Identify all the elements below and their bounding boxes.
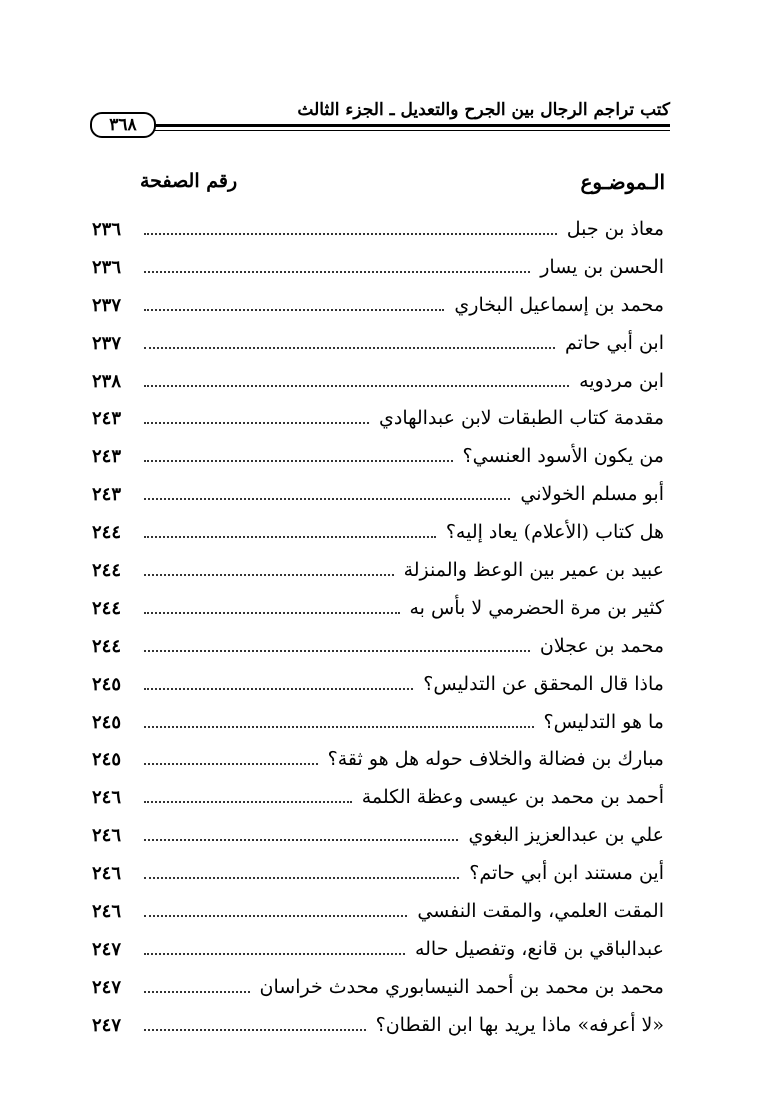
toc-entry — [92, 597, 664, 635]
dot-leader — [144, 687, 413, 690]
toc-entry — [92, 976, 664, 1014]
dot-leader — [144, 762, 318, 765]
toc-entry-title: كثير بن مرة الحضرمي لا بأس به — [409, 596, 664, 619]
dot-leader — [144, 384, 569, 387]
dot-leader — [144, 270, 530, 273]
toc-entry-page: ٢٣٧ — [92, 294, 122, 316]
header-rule-thick — [154, 124, 670, 127]
toc-entry — [92, 900, 664, 938]
page-number: ٣٦٨ — [90, 112, 156, 138]
dot-leader — [144, 952, 405, 955]
toc-entry-title: محمد بن محمد بن أحمد النيسابوري محدث خراسان — [259, 975, 664, 998]
toc-entry-page: ٢٤٦ — [92, 787, 122, 809]
dot-leader — [144, 421, 369, 424]
toc-entry-title: عبيد بن عمير بين الوعظ والمنزلة — [403, 559, 664, 582]
column-headers — [90, 170, 665, 200]
dot-leader — [144, 838, 458, 841]
toc-entry-page: ٢٤٧ — [92, 938, 122, 960]
dot-leader — [144, 573, 394, 576]
book-title: كتب تراجم الرجال بين الجرح والتعديل ـ الجزء الثالث — [297, 100, 670, 120]
toc-entry-title: هل كتاب (الأعلام) يعاد إليه؟ — [445, 521, 664, 544]
toc-entry-page: ٢٤٦ — [92, 825, 122, 847]
toc-entry — [92, 407, 664, 445]
toc-entry-title: مبارك بن فضالة والخلاف حوله هل هو ثقة؟ — [327, 748, 664, 771]
toc-entry-page: ٢٣٧ — [92, 332, 122, 354]
toc-entry-page: ٢٤٤ — [92, 560, 122, 582]
toc-entry-title: الحسن بن يسار — [540, 255, 664, 278]
toc-entry-page: ٢٤٣ — [92, 446, 122, 468]
toc-entry — [92, 938, 664, 976]
toc-entry-title: أبو مسلم الخولاني — [520, 483, 664, 506]
toc-entry — [92, 635, 664, 673]
toc-entry-page: ٢٤٧ — [92, 976, 122, 998]
toc-entry-title: المقت العلمي، والمقت النفسي — [417, 900, 664, 923]
dot-leader — [144, 1028, 366, 1031]
toc-entry — [92, 294, 664, 332]
dot-leader — [144, 990, 250, 993]
dot-leader — [144, 535, 436, 538]
toc-entry — [92, 218, 664, 256]
toc-entry-page: ٢٣٦ — [92, 219, 122, 240]
dot-leader — [144, 346, 555, 349]
dot-leader — [144, 725, 534, 728]
dot-leader — [144, 459, 453, 462]
toc-entry-title: مقدمة كتاب الطبقات لابن عبدالهادي — [379, 407, 664, 430]
toc-entry — [92, 483, 664, 521]
toc-entry-page: ٢٤٤ — [92, 635, 122, 657]
toc-entry-title: أحمد بن محمد بن عيسى وعظة الكلمة — [361, 786, 664, 809]
toc-entry — [92, 824, 664, 862]
toc-entry-title: أين مستند ابن أبي حاتم؟ — [469, 862, 664, 885]
toc-entry — [92, 862, 664, 900]
dot-leader — [144, 232, 557, 235]
toc-entry-title: عبدالباقي بن قانع، وتفصيل حاله — [414, 937, 664, 960]
toc-entry-page: ٢٤٥ — [92, 673, 122, 695]
toc-entry — [92, 748, 664, 786]
toc-entry — [92, 1014, 664, 1052]
toc-entry-page: ٢٤٦ — [92, 863, 122, 885]
toc-entry — [92, 256, 664, 294]
toc-entry — [92, 559, 664, 597]
toc-entry-title: من يكون الأسود العنسي؟ — [462, 445, 664, 468]
toc-entry-title: علي بن عبدالعزيز البغوي — [468, 824, 664, 847]
toc-entry — [92, 673, 664, 711]
toc-entry-page: ٢٤٤ — [92, 522, 122, 544]
toc-entry-title: ما هو التدليس؟ — [543, 710, 664, 733]
table-of-contents — [92, 218, 664, 1052]
toc-entry-title: «لا أعرفه» ماذا يريد بها ابن القطان؟ — [375, 1013, 664, 1036]
dot-leader — [144, 497, 510, 500]
toc-entry — [92, 786, 664, 824]
dot-leader — [144, 308, 444, 311]
dot-leader — [144, 649, 530, 652]
toc-entry-title: معاذ بن جبل — [566, 218, 664, 240]
toc-entry-title: محمد بن عجلان — [539, 634, 664, 657]
header-rule-thin — [154, 130, 670, 131]
toc-entry-page: ٢٣٦ — [92, 256, 122, 278]
toc-entry-page: ٢٣٨ — [92, 370, 122, 392]
dot-leader — [144, 876, 459, 879]
page-header — [90, 100, 670, 140]
toc-entry — [92, 370, 664, 408]
dot-leader — [144, 611, 400, 614]
toc-entry — [92, 332, 664, 370]
toc-entry-title: محمد بن إسماعيل البخاري — [454, 293, 664, 316]
topic-column-header: الـموضـوع — [580, 170, 665, 194]
dot-leader — [144, 800, 352, 803]
toc-entry — [92, 521, 664, 559]
toc-entry-page: ٢٤٣ — [92, 484, 122, 506]
toc-entry — [92, 711, 664, 749]
toc-entry-page: ٢٤٦ — [92, 901, 122, 923]
toc-entry-page: ٢٤٣ — [92, 408, 122, 430]
toc-entry-page: ٢٤٤ — [92, 597, 122, 619]
page-column-header: رقم الصفحة — [140, 170, 238, 192]
toc-entry-page: ٢٤٧ — [92, 1014, 122, 1036]
toc-entry-title: ماذا قال المحقق عن التدليس؟ — [423, 672, 664, 695]
toc-entry-title: ابن مردويه — [579, 369, 664, 392]
dot-leader — [144, 914, 407, 917]
toc-entry — [92, 445, 664, 483]
toc-entry-page: ٢٤٥ — [92, 749, 122, 771]
toc-entry-title: ابن أبي حاتم — [565, 331, 664, 354]
toc-entry-page: ٢٤٥ — [92, 711, 122, 733]
